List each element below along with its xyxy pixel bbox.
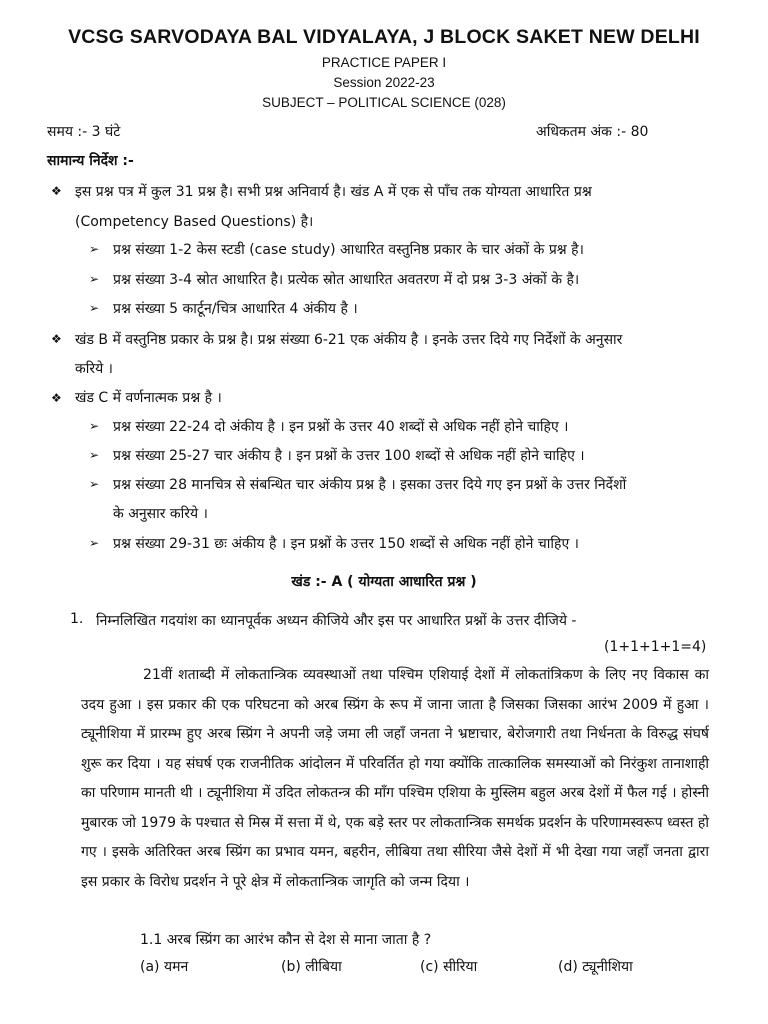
sub-question: 1.1 अरब स्प्रिंग का आरंभ कौन से देश से माना जाता है ? bbox=[140, 932, 432, 948]
instruction-1-sub-2: प्रश्न संख्या 3-4 स्रोत आधारित है। प्रत्येक स्रोत आधारित अवतरण में दो प्रश्न 3-3 अंकों के है। bbox=[113, 272, 580, 288]
instruction-1-sub-1: प्रश्न संख्या 1-2 केस स्टडी (case study) आधारित वस्तुनिष्ठ प्रकार के चार अंकों के प्रश्न है। bbox=[113, 242, 584, 258]
instruction-3-sub-1: प्रश्न संख्या 22-24 दो अंकीय है । इन प्रश्नों के उत्तर 40 शब्दों से अधिक नहीं होने चाहिए । bbox=[113, 419, 569, 435]
arrow-bullet-icon: ➢ bbox=[89, 448, 100, 462]
paper-title: PRACTICE PAPER I bbox=[321, 55, 447, 70]
arrow-bullet-icon: ➢ bbox=[89, 301, 100, 315]
session: Session 2022-23 bbox=[333, 75, 435, 90]
passage bbox=[81, 661, 709, 897]
instruction-1-line-1: इस प्रश्न पत्र में कुल 31 प्रश्न है। सभी प्रश्न अनिवार्य है। खंड A में एक से पाँच तक योग्यता आधारित प्रश्न bbox=[75, 184, 592, 200]
section-a-heading: खंड :- A ( योग्यता आधारित प्रश्न ) bbox=[291, 574, 477, 590]
option-a: (a) यमन bbox=[140, 959, 189, 975]
arrow-bullet-icon: ➢ bbox=[89, 242, 100, 256]
instruction-2-line-1: खंड B में वस्तुनिष्ठ प्रकार के प्रश्न है। प्रश्न संख्या 6-21 एक अंकीय है । इनके उत्तर दिये गए निर्देशों के अनुसार bbox=[75, 332, 623, 348]
diamond-bullet-icon: ❖ bbox=[51, 184, 62, 198]
diamond-bullet-icon: ❖ bbox=[51, 391, 62, 405]
option-d: (d) ट्यूनीशिया bbox=[558, 959, 633, 975]
instruction-1-line-2: (Competency Based Questions) है। bbox=[75, 214, 314, 230]
subject: SUBJECT – POLITICAL SCIENCE (028) bbox=[262, 95, 506, 110]
arrow-bullet-icon: ➢ bbox=[89, 272, 100, 286]
question-number: 1. bbox=[70, 611, 84, 627]
passage-text: 21वीं शताब्दी में लोकतान्त्रिक व्यवस्थाओं तथा पश्चिम एशियाई देशों में लोकतांत्रिकण के लिए नए विकास का उदय हुआ । इस प्रकार की एक परिघटना को अरब स्प्रिंग के रूप में जाना जाता है जिसका जिसका आरंभ 2009 में हुआ । ट्यूनीशिया में प्रारम्भ हुए अरब स्प्रिंग ने अपनी जड़े जमा ली जहाँ जनता ने भ्रष्टाचार, बेरोजगारी तथा निर्धनता के विरुद्ध संघर्ष शुरू कर दिया । यह संघर्ष एक राजनीतिक आंदोलन में परिवर्तित हो गया क्योंकि तात्कालिक समस्याओं को निरंकुश तानाशाही का परिणाम मानती थी । ट्यूनीशिया में उदित लोकतन्त्र की माँग पश्चिम एशिया के मुस्लिम बहुल अरब देशों में फैल गई । होस्नी मुबारक जो 1979 के पश्चात से मिस्र में सत्ता में थे, एक बड़े स्तर पर लोकतान्त्रिक समर्थक प्रदर्शन के परिणामस्वरूप ध्वस्त हो गए । इसके अतिरिक्त अरब स्प्रिंग का प्रभाव यमन, बहरीन, लीबिया तथा सीरिया जैसे देशों में भी देखा गया जहाँ जनता द्वारा इस प्रकार के विरोध प्रदर्शन ने पूरे क्षेत्र में लोकतान्त्रिक जागृति को जन्म दिया । bbox=[81, 667, 709, 890]
instruction-3-line-1: खंड C में वर्णनात्मक प्रश्न है । bbox=[75, 390, 222, 406]
option-b: (b) लीबिया bbox=[281, 959, 342, 975]
arrow-bullet-icon: ➢ bbox=[89, 419, 100, 433]
instructions-heading: सामान्य निर्देश :- bbox=[47, 153, 134, 169]
option-c: (c) सीरिया bbox=[420, 959, 478, 975]
arrow-bullet-icon: ➢ bbox=[89, 536, 100, 550]
instruction-2-line-2: करिये । bbox=[75, 361, 113, 377]
instruction-3-sub-2: प्रश्न संख्या 25-27 चार अंकीय है । इन प्रश्नों के उत्तर 100 शब्दों से अधिक नहीं होने चाहिए । bbox=[113, 448, 585, 464]
max-marks: अधिकतम अंक :- 80 bbox=[536, 124, 649, 140]
instruction-3-sub-3-line-1: प्रश्न संख्या 28 मानचित्र से संबन्धित चार अंकीय प्रश्न है । इसका उत्तर दिये गए इन प्रश्नों के उत्तर निर्देशों bbox=[113, 477, 627, 493]
instruction-1-sub-3: प्रश्न संख्या 5 कार्टून/चित्र आधारित 4 अंकीय है । bbox=[113, 301, 358, 317]
diamond-bullet-icon: ❖ bbox=[51, 332, 62, 346]
question-text: निम्नलिखित गदयांश का ध्यानपूर्वक अध्यन कीजिये और इस पर आधारित प्रश्नों के उत्तर दीजिये - bbox=[96, 613, 577, 629]
time-allowed: समय :- 3 घंटे bbox=[47, 124, 121, 140]
instruction-3-sub-3-line-2: के अनुसार करिये । bbox=[113, 506, 208, 522]
instruction-3-sub-4: प्रश्न संख्या 29-31 छः अंकीय है । इन प्रश्नों के उत्तर 150 शब्दों से अधिक नहीं होने चाहिए । bbox=[113, 536, 579, 552]
arrow-bullet-icon: ➢ bbox=[89, 477, 100, 491]
school-name: VCSG SARVODAYA BAL VIDYALAYA, J BLOCK SAKET NEW DELHI bbox=[68, 26, 700, 48]
question-marks: (1+1+1+1=4) bbox=[604, 639, 707, 655]
